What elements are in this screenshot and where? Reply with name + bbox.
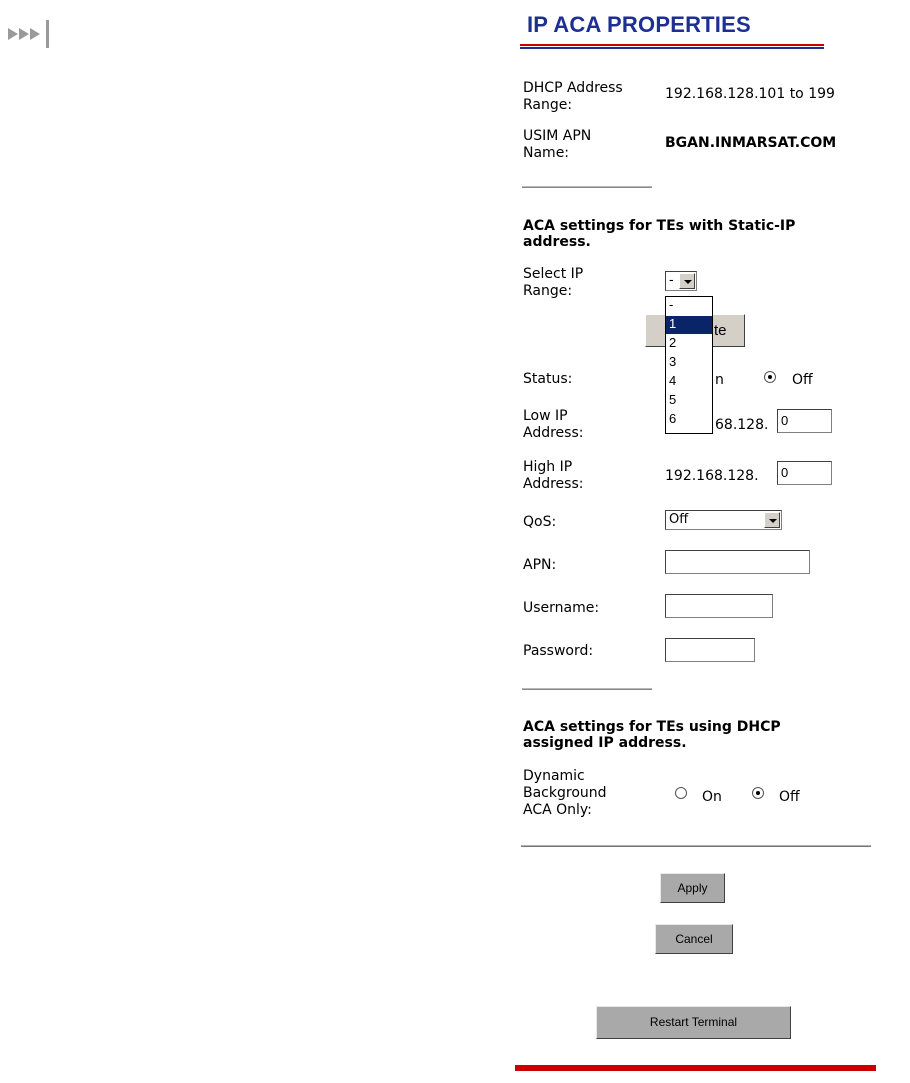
dhcp-on-label: On (702, 789, 722, 805)
cancel-button[interactable]: Cancel (655, 924, 733, 954)
dropdown-option[interactable]: 3 (669, 354, 677, 369)
low-ip-label: Low IP Address: (523, 408, 584, 441)
status-off-label: Off (792, 372, 813, 388)
dropdown-option[interactable]: 6 (669, 411, 677, 426)
dhcp-off-radio[interactable] (752, 787, 764, 799)
low-ip-input[interactable]: 0 (777, 409, 832, 433)
username-label: Username: (523, 600, 600, 616)
qos-select[interactable]: Off (665, 510, 782, 530)
apn-label: APN: (523, 557, 557, 573)
restart-terminal-button[interactable]: Restart Terminal (596, 1006, 791, 1039)
high-ip-input[interactable]: 0 (777, 461, 832, 485)
dropdown-option[interactable]: 2 (669, 335, 677, 350)
high-ip-prefix: 192.168.128. (665, 468, 759, 484)
usim-apn-value: BGAN.INMARSAT.COM (665, 135, 837, 151)
chevron-down-icon[interactable] (764, 512, 780, 528)
dropdown-option[interactable]: - (669, 297, 674, 312)
chevron-down-icon[interactable] (679, 273, 695, 289)
high-ip-label: High IP Address: (523, 459, 584, 492)
static-ip-heading: ACA settings for TEs with Static-IP address. (523, 218, 796, 250)
apn-input[interactable] (665, 550, 810, 574)
title-underline-blue (520, 47, 824, 49)
title-underline (520, 44, 824, 46)
divider (522, 186, 652, 188)
section-divider (521, 845, 871, 847)
dhcp-range-label: DHCP Address Range: (523, 80, 623, 113)
update-button[interactable]: te (645, 314, 745, 347)
password-input[interactable] (665, 638, 755, 662)
qos-label: QoS: (523, 514, 557, 530)
footer-rule (515, 1065, 876, 1071)
status-label: Status: (523, 371, 573, 387)
usim-apn-label: USIM APN Name: (523, 128, 592, 161)
ip-range-dropdown-list[interactable] (665, 296, 713, 434)
dhcp-range-value: 192.168.128.101 to 199 (665, 86, 835, 102)
page-title: IP ACA PROPERTIES (527, 12, 751, 37)
divider (522, 688, 652, 690)
dropdown-option-selected[interactable]: 1 (666, 316, 712, 334)
status-off-radio[interactable] (764, 371, 776, 383)
username-input[interactable] (665, 594, 773, 618)
dhcp-on-radio[interactable] (675, 787, 687, 799)
dhcp-off-label: Off (779, 789, 800, 805)
password-label: Password: (523, 643, 594, 659)
dropdown-option[interactable]: 5 (669, 392, 677, 407)
dropdown-option[interactable]: 4 (669, 373, 677, 388)
fast-forward-end-icon[interactable] (6, 16, 56, 52)
dynamic-background-label: Dynamic Background ACA Only: (523, 768, 607, 818)
status-on-label: n (715, 372, 724, 388)
ip-range-select[interactable]: - (665, 271, 697, 291)
low-ip-prefix: 68.128. (715, 417, 769, 433)
select-ip-range-label: Select IP Range: (523, 266, 584, 299)
dhcp-aca-heading: ACA settings for TEs using DHCP assigned IP address. (523, 719, 781, 751)
apply-button[interactable]: Apply (660, 873, 725, 903)
